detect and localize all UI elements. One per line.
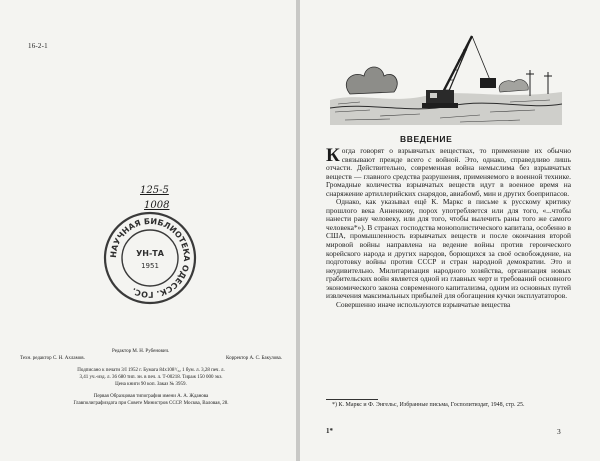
paragraph-2: Однако, как указывал ещё К. Маркс в письме к русскому критику прошлого века Анненкову, порох употребляется или для того, «...чтобы нанести рану человеку, или для того, чтобы вылечить раны того же самого человека*»). В странах господства монополистического капитала, особенно в США, промышленность взрывчатых веществ и после окончания второй мировой войны направлена на ведение войны против героического корейского народа и других народов, борющихся за своё освобождение, на подготовку войны против СССР и стран народной демократии. Это и неудивительно. Милитаризация народного хозяйства, организация новых грабительских войн является одной из главных черт и требований основного экономического закона современного капитализма, одним из основных путей извлечения максимальных прибылей для обогащения кучки эксплуататоров. xyxy=(326,197,571,301)
paragraph-3: Совершенно иначе используются взрывчатые вещества xyxy=(336,299,511,309)
library-stamp xyxy=(102,210,198,306)
imprint-block xyxy=(20,348,282,407)
catalog-code: 16-2-1 xyxy=(28,42,48,50)
page-number: 3 xyxy=(557,427,561,436)
stamp-ring-text: НАУЧНАЯ БИБЛИОТЕКА ОДЕССК. ГОС. xyxy=(108,216,192,300)
imprint-line-1: Подписано к печати 3/I 1952 г. Бумага 84х108¹/₃₂ 1 бум. л. 3,28 печ. л. xyxy=(77,368,225,373)
signature-mark: 1* xyxy=(326,427,333,435)
footnote: *) К. Маркс и Ф. Энгельс, Избранные письма, Госполитиздат, 1948, стр. 25. xyxy=(332,402,525,408)
imprint-printer-1: Первая Образцовая типография имени А. А. Жданова xyxy=(93,394,209,399)
section-heading: ВВЕДЕНИЕ xyxy=(400,134,453,144)
imprint-editor: Редактор М. Н. Рубенович. xyxy=(112,349,170,354)
footnote-rule xyxy=(326,399,378,400)
imprint-corrector: Корректор А. С. Бакулова. xyxy=(226,356,282,361)
imprint-tech-editor: Техн. редактор С. Н. Ахламов. xyxy=(20,356,85,361)
stamp-date: 1951 xyxy=(141,262,159,270)
paragraph-1-text: огда говорят о взрывчатых веществах, то применение их обычно связывают прежде всего с войной. Это, однако, справедливо лишь отчасти. Действительно, современная война немыслима без взрывчатых веществ — главного средства разрушения, применяемого в военной технике. Громадные количества взрывчатых веществ идут в военное время на снаряжение артиллерийских снарядов, авиабомб, мин и других боеприпасов. xyxy=(326,146,571,198)
stamp-center-text: УН-ТА xyxy=(136,249,164,258)
imprint-printer-2: Главполиграфиздата при Совете Министров СССР. Москва, Валовая, 28. xyxy=(73,401,229,406)
body-text xyxy=(326,147,571,309)
imprint-line-3: Цена книги 90 коп. Заказ № 3959. xyxy=(115,382,187,387)
imprint-line-2: 3,41 уч.-изд. л. 36 680 тип. зн. в печ. л. Т-00218. Тираж 150 000 экз. xyxy=(79,375,223,380)
excavator-illustration xyxy=(330,30,562,125)
handwritten-number: 1008 xyxy=(144,200,170,211)
handwritten-shelfmark: 125-5 xyxy=(140,185,169,196)
imprint-staff-row xyxy=(20,355,282,362)
library-stamp-image xyxy=(102,210,198,306)
left-page xyxy=(0,0,297,461)
headpiece-illustration xyxy=(330,30,562,125)
paragraph-1 xyxy=(326,147,571,198)
drop-cap: К xyxy=(326,145,340,166)
